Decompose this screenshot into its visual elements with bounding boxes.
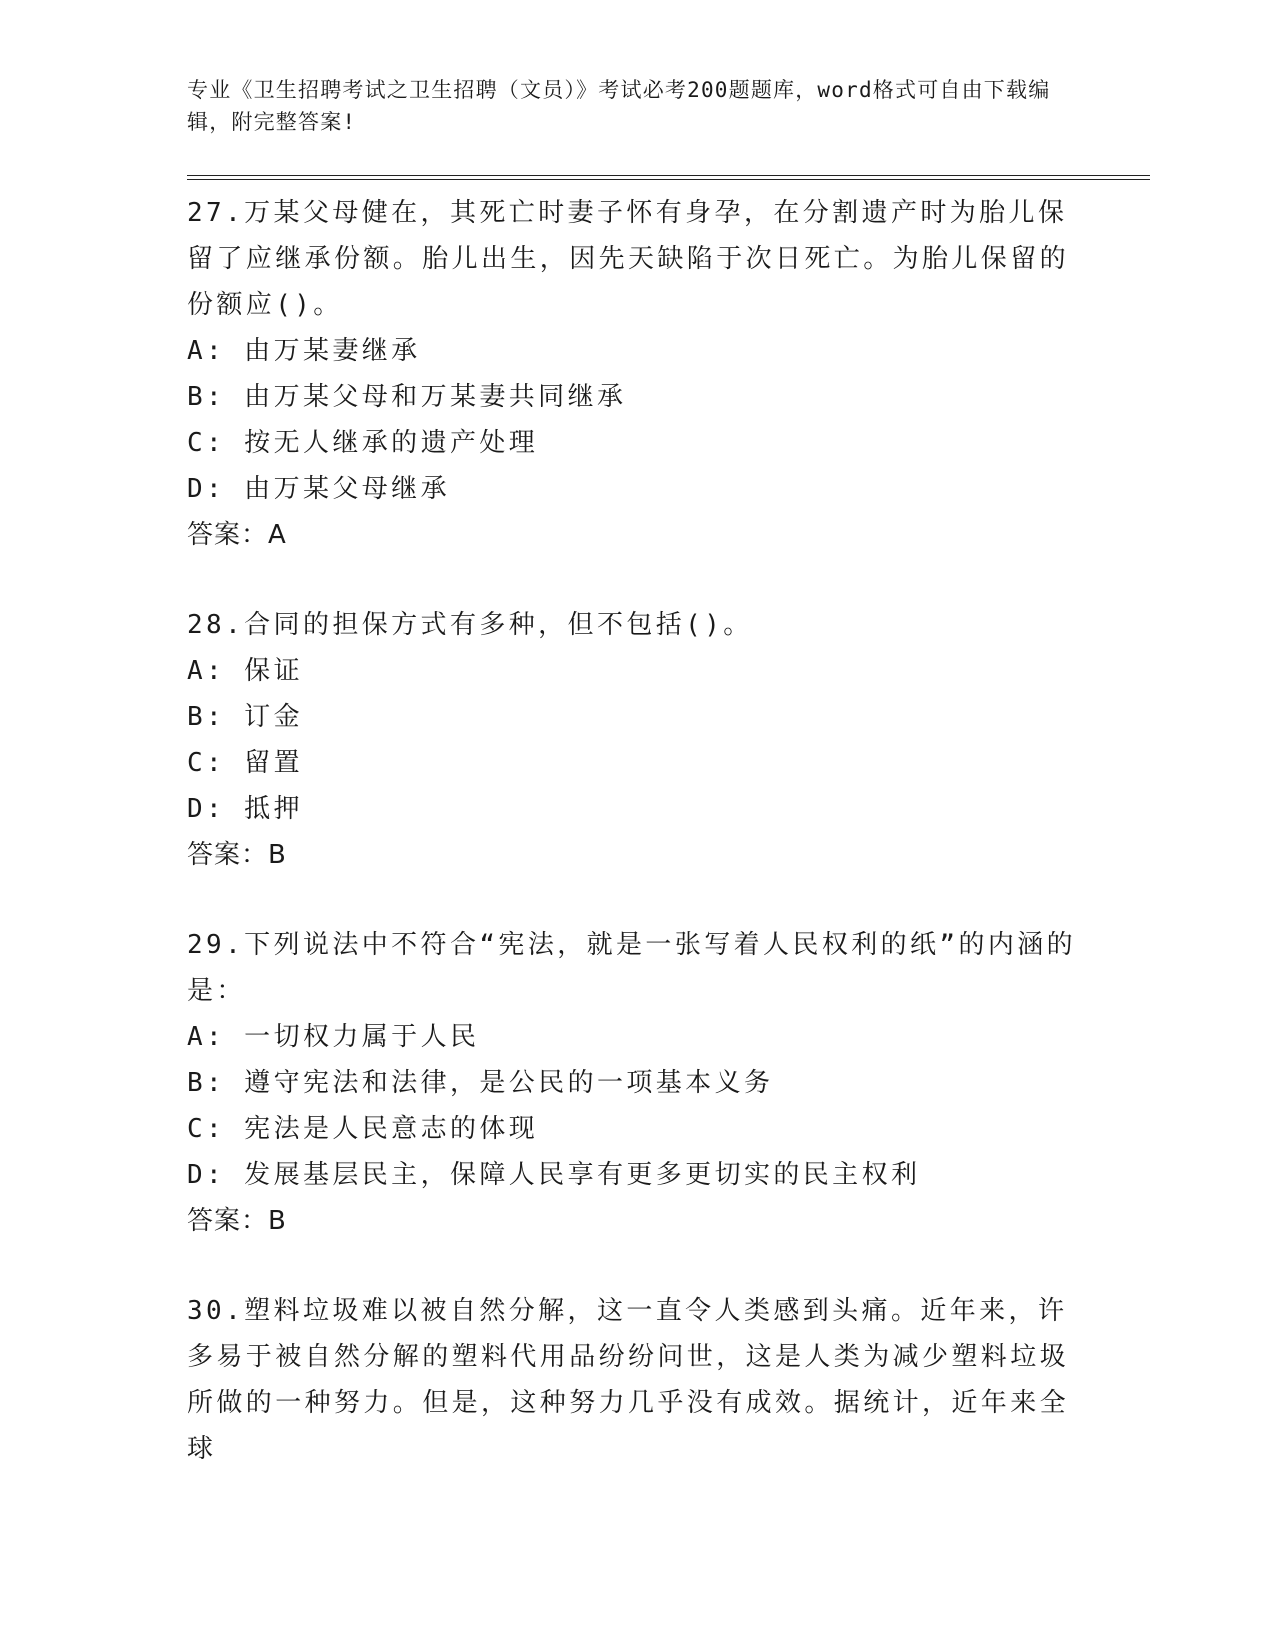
header-divider [187,175,1150,180]
option-text: 留置 [244,748,303,778]
option-c [187,420,1087,466]
option-d [187,1152,1087,1198]
option-label: C: [187,1114,226,1144]
option-d [187,786,1087,832]
option-d [187,466,1087,512]
option-text: 抵押 [244,794,303,824]
option-label: A: [187,1022,226,1052]
option-text: 由万某父母继承 [244,474,450,504]
option-a [187,1014,1087,1060]
answer: 答案：B [187,840,287,870]
option-a [187,648,1087,694]
option-label: D: [187,1160,226,1190]
question-spacer [187,558,1087,602]
option-text: 订金 [244,702,303,732]
option-label: B: [187,702,226,732]
question-27 [187,190,1087,558]
option-label: C: [187,428,226,458]
option-text: 由万某妻继承 [244,336,421,366]
question-list [187,190,1087,1472]
option-text: 宪法是人民意志的体现 [244,1114,539,1144]
option-label: C: [187,748,226,778]
question-30 [187,1288,1087,1472]
option-text: 遵守宪法和法律，是公民的一项基本义务 [244,1068,774,1098]
question-text: 29.下列说法中不符合“宪法，就是一张写着人民权利的纸”的内涵的是： [187,930,1077,1006]
option-b [187,694,1087,740]
option-text: 按无人继承的遗产处理 [244,428,539,458]
question-spacer [187,878,1087,922]
option-a [187,328,1087,374]
document-header [187,74,1067,138]
question-text: 27.万某父母健在，其死亡时妻子怀有身孕，在分割遗产时为胎儿保留了应继承份额。胎儿出生，因先天缺陷于次日死亡。为胎儿保留的份额应()。 [187,198,1070,320]
option-c [187,1106,1087,1152]
question-29 [187,922,1087,1244]
option-label: A: [187,656,226,686]
option-label: D: [187,794,226,824]
answer: 答案：B [187,1206,287,1236]
question-text: 28.合同的担保方式有多种，但不包括()。 [187,610,753,640]
option-c [187,740,1087,786]
option-b [187,374,1087,420]
document-title: 专业《卫生招聘考试之卫生招聘（文员）》考试必考200题题库，word格式可自由下载编辑，附完整答案! [187,78,1051,134]
answer: 答案：A [187,520,287,550]
option-text: 一切权力属于人民 [244,1022,480,1052]
option-text: 保证 [244,656,303,686]
option-b [187,1060,1087,1106]
option-label: A: [187,336,226,366]
option-label: D: [187,474,226,504]
question-text: 30.塑料垃圾难以被自然分解，这一直令人类感到头痛。近年来，许多易于被自然分解的塑料代用品纷纷问世，这是人类为减少塑料垃圾所做的一种努力。但是，这种努力几乎没有成效。据统计，近年来全球 [187,1296,1070,1464]
option-text: 由万某父母和万某妻共同继承 [244,382,627,412]
question-spacer [187,1244,1087,1288]
option-text: 发展基层民主，保障人民享有更多更切实的民主权利 [244,1160,921,1190]
option-label: B: [187,1068,226,1098]
question-28 [187,602,1087,878]
option-label: B: [187,382,226,412]
